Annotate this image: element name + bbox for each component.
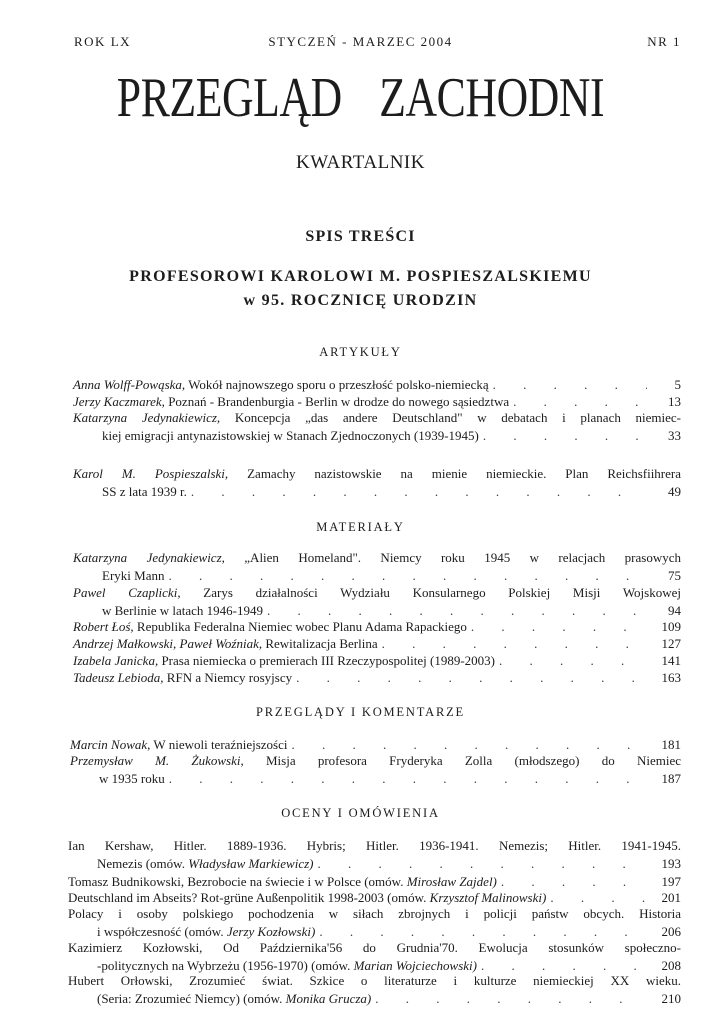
entry-title-continued: w Berlinie w latach 1946-1949	[102, 603, 264, 618]
entry-title: Republika Federalna Niemiec wobec Planu Adama Rapackiego	[133, 619, 467, 634]
entry-reviewer: Marian Wojciechowski)	[353, 958, 477, 973]
toc-entry-text	[68, 939, 681, 957]
toc-entry[interactable]	[73, 669, 681, 687]
page-number: 208	[661, 958, 681, 973]
entry-title-continued: (Seria: Zrozumieć Niemcy) (omów.	[97, 991, 286, 1006]
dot-leader	[169, 770, 647, 788]
toc-entry[interactable]	[73, 549, 681, 585]
entry-author: Anna Wolff-Powąska,	[73, 377, 186, 392]
toc-entry-line	[73, 549, 681, 567]
toc-entry-text	[73, 409, 681, 427]
toc-entry-line	[70, 770, 681, 788]
entry-author: Izabela Janicka,	[73, 653, 159, 668]
toc-entry-text	[102, 427, 479, 445]
section-heading-przeglady: PRZEGLĄDY I KOMENTARZE	[256, 705, 465, 719]
toc-entry-text	[73, 669, 292, 687]
entry-author: Tadeusz Lebioda,	[73, 670, 164, 685]
page-number: 49	[668, 484, 681, 499]
toc-entry-line	[73, 584, 681, 602]
toc-entry-text	[68, 837, 681, 855]
entry-title: Wokół najnowszego sporu o przeszłość polsko-niemiecką	[185, 377, 489, 392]
toc-entry-text	[73, 618, 467, 636]
entry-author: Katarzyna Jedynakiewicz,	[73, 410, 221, 425]
entry-title-continued: Nemezis (omów.	[97, 856, 189, 871]
entry-title: RFN a Niemcy rosyjscy	[163, 670, 293, 685]
entry-author: Pawel Czaplicki,	[73, 585, 181, 600]
page-number: 33	[668, 428, 681, 443]
dot-leader	[168, 567, 647, 585]
page-number: 75	[668, 568, 681, 583]
journal-title-word-2: ZACHODNI	[379, 67, 605, 129]
toc-entry-line	[70, 752, 681, 770]
entry-title: Tomasz Budnikowski, Bezrobocie na świecie i w Polsce (omów.	[68, 874, 407, 889]
toc-entry-text	[73, 549, 681, 567]
page-number: 206	[661, 924, 681, 939]
entry-title: Polacy i osoby polskiego pochodzenia w siłach zbrojnych i policji państw obcych. Historia	[68, 906, 681, 921]
section-heading-artykuly: ARTYKUŁY	[319, 345, 402, 359]
toc-entry-line	[73, 376, 681, 394]
toc-entry-text	[73, 635, 378, 653]
toc-entry[interactable]	[68, 972, 681, 1008]
toc-entry-line	[68, 855, 681, 873]
page-number: 5	[674, 377, 681, 392]
dot-leader	[493, 376, 647, 394]
toc-entry-line	[73, 465, 681, 483]
entry-title-continued: SS z lata 1939 r.	[102, 484, 187, 499]
section-heading-materialy: MATERIAŁY	[316, 520, 405, 534]
page-number: 13	[668, 394, 681, 409]
toc-entry-line	[73, 427, 681, 445]
page-number: 163	[661, 670, 681, 685]
entry-title: Misja profesora Fryderyka Zolla (młodszego) do Niemiec	[243, 753, 681, 768]
dot-leader	[375, 990, 647, 1008]
journal-title	[79, 66, 641, 130]
dot-leader	[483, 427, 647, 445]
toc-entry-line	[68, 905, 681, 923]
page-number: 94	[668, 603, 681, 618]
toc-entry-line	[68, 990, 681, 1008]
journal-title-word-1: PRZEGLĄD	[116, 67, 342, 129]
toc-entry-line	[68, 837, 681, 855]
page-number: 210	[661, 991, 681, 1006]
dot-leader	[318, 855, 647, 873]
page-number: 181	[661, 737, 681, 752]
toc-entry-text	[99, 770, 165, 788]
entry-title-continued: -politycznych na Wybrzeżu (1956-1970) (omów.	[97, 958, 354, 973]
page-number: 127	[661, 636, 681, 651]
entry-title: Deutschland im Abseits? Rot-grüne Außenpolitik 1998-2003 (omów.	[68, 890, 430, 905]
issue-number: NR 1	[647, 34, 681, 49]
page-number: 109	[661, 619, 681, 634]
toc-entry-text	[102, 567, 164, 585]
entry-author: Robert Łoś,	[73, 619, 134, 634]
toc-entry-text	[68, 905, 681, 923]
toc-entry-text	[73, 376, 489, 394]
toc-entry[interactable]	[68, 939, 681, 975]
toc-entry-line	[73, 409, 681, 427]
toc-entry[interactable]	[70, 752, 681, 788]
toc-entry-line	[73, 567, 681, 585]
toc-entry-line	[73, 618, 681, 636]
toc-entry[interactable]	[73, 635, 681, 653]
dedication-line-1: PROFESOROWI KAROLOWI M. POSPIESZALSKIEMU	[129, 268, 592, 285]
toc-entry[interactable]	[68, 837, 681, 873]
entry-title-continued: Eryki Mann	[102, 568, 165, 583]
entry-author: Marcin Nowak,	[70, 737, 151, 752]
entry-author: Karol M. Pospieszalski,	[73, 466, 229, 481]
toc-entry[interactable]	[73, 376, 681, 394]
dot-leader	[382, 635, 647, 653]
entry-author: Jerzy Kaczmarek,	[73, 394, 165, 409]
entry-reviewer: Władysław Markiewicz)	[188, 856, 314, 871]
toc-entry[interactable]	[73, 652, 681, 670]
entry-reviewer: Krzysztof Malinowski)	[429, 890, 547, 905]
page-number: 141	[661, 653, 681, 668]
toc-entry-line	[73, 669, 681, 687]
toc-entry[interactable]	[73, 618, 681, 636]
entry-title: Kazimierz Kozłowski, Od Października'56 do Grudnia'70. Ewolucja stosunków społeczno-	[68, 940, 681, 955]
entry-title: Ian Kershaw, Hitler. 1889-1936. Hybris; Hitler. 1936-1941. Nemezis; Hitler. 1941-1945.	[68, 838, 681, 853]
dot-leader	[471, 618, 647, 636]
entry-title-continued: w 1935 roku	[99, 771, 165, 786]
entry-title: Prasa niemiecka o premierach III Rzeczypospolitej (1989-2003)	[158, 653, 495, 668]
toc-entry-text	[102, 483, 187, 501]
journal-subtitle: KWARTALNIK	[296, 152, 425, 173]
page-number: 193	[661, 856, 681, 871]
page-number: 201	[661, 890, 681, 905]
section-heading-oceny: OCENY I OMÓWIENIA	[281, 806, 440, 820]
entry-title-continued: i współczesność (omów.	[97, 924, 227, 939]
dot-leader	[499, 652, 647, 670]
toc-entry-line	[68, 972, 681, 990]
entry-title: „Alien Homeland". Niemcy roku 1945 w relacjach prasowych	[224, 550, 681, 565]
entry-title: Zarys działalności Wydziału Konsularnego Polskiej Misji Wojskowej	[180, 585, 681, 600]
entry-reviewer: Mirosław Zajdel)	[406, 874, 497, 889]
toc-entry[interactable]	[73, 584, 681, 620]
issue-date: STYCZEŃ - MARZEC 2004	[268, 34, 453, 49]
dot-leader	[296, 669, 647, 687]
entry-title: Rewitalizacja Berlina	[262, 636, 378, 651]
toc-entry-line	[73, 635, 681, 653]
toc-entry[interactable]	[68, 905, 681, 941]
page-number: 197	[661, 874, 681, 889]
toc-heading: SPIS TREŚCI	[305, 228, 416, 245]
entry-title-continued: kiej emigracji antynazistowskiej w Stanach Zjednoczonych (1939-1945)	[102, 428, 479, 443]
entry-author: Andrzej Małkowski, Paweł Woźniak,	[73, 636, 263, 651]
page-number: 187	[661, 771, 681, 786]
entry-title: Poznań - Brandenburgia - Berlin w drodze do nowego sąsiedztwa	[164, 394, 510, 409]
toc-entry[interactable]	[73, 465, 681, 501]
toc-entry-text	[73, 652, 495, 670]
entry-author: Katarzyna Jedynakiewicz,	[73, 550, 225, 565]
entry-reviewer: Jerzy Kozłowski)	[226, 924, 316, 939]
entry-reviewer: Monika Grucza)	[285, 991, 372, 1006]
entry-author: Przemysław M. Żukowski,	[70, 753, 244, 768]
toc-entry[interactable]	[73, 409, 681, 445]
toc-entry-text	[73, 465, 681, 483]
toc-entry-line	[73, 652, 681, 670]
volume-label: ROK LX	[74, 34, 132, 49]
toc-entry-text	[68, 972, 681, 990]
toc-entry-text	[70, 752, 681, 770]
dot-leader	[191, 483, 647, 501]
toc-entry-text	[97, 855, 314, 873]
toc-entry-line	[68, 939, 681, 957]
toc-entry-line	[73, 483, 681, 501]
toc-entry-text	[73, 584, 681, 602]
toc-entry-text	[97, 990, 371, 1008]
entry-title: Hubert Orłowski, Zrozumieć świat. Szkice o literaturze i kulturze niemieckiej XX wieku.	[68, 973, 681, 988]
entry-title: Zamachy nazistowskie na mienie niemieckie. Plan Reichsfiihrera	[228, 466, 681, 481]
entry-title: Koncepcja „das andere Deutschland" w debatach i planach niemiec-	[220, 410, 681, 425]
entry-title: W niewoli teraźniejszości	[150, 737, 288, 752]
dedication-line-2: w 95. ROCZNICĘ URODZIN	[243, 292, 478, 309]
